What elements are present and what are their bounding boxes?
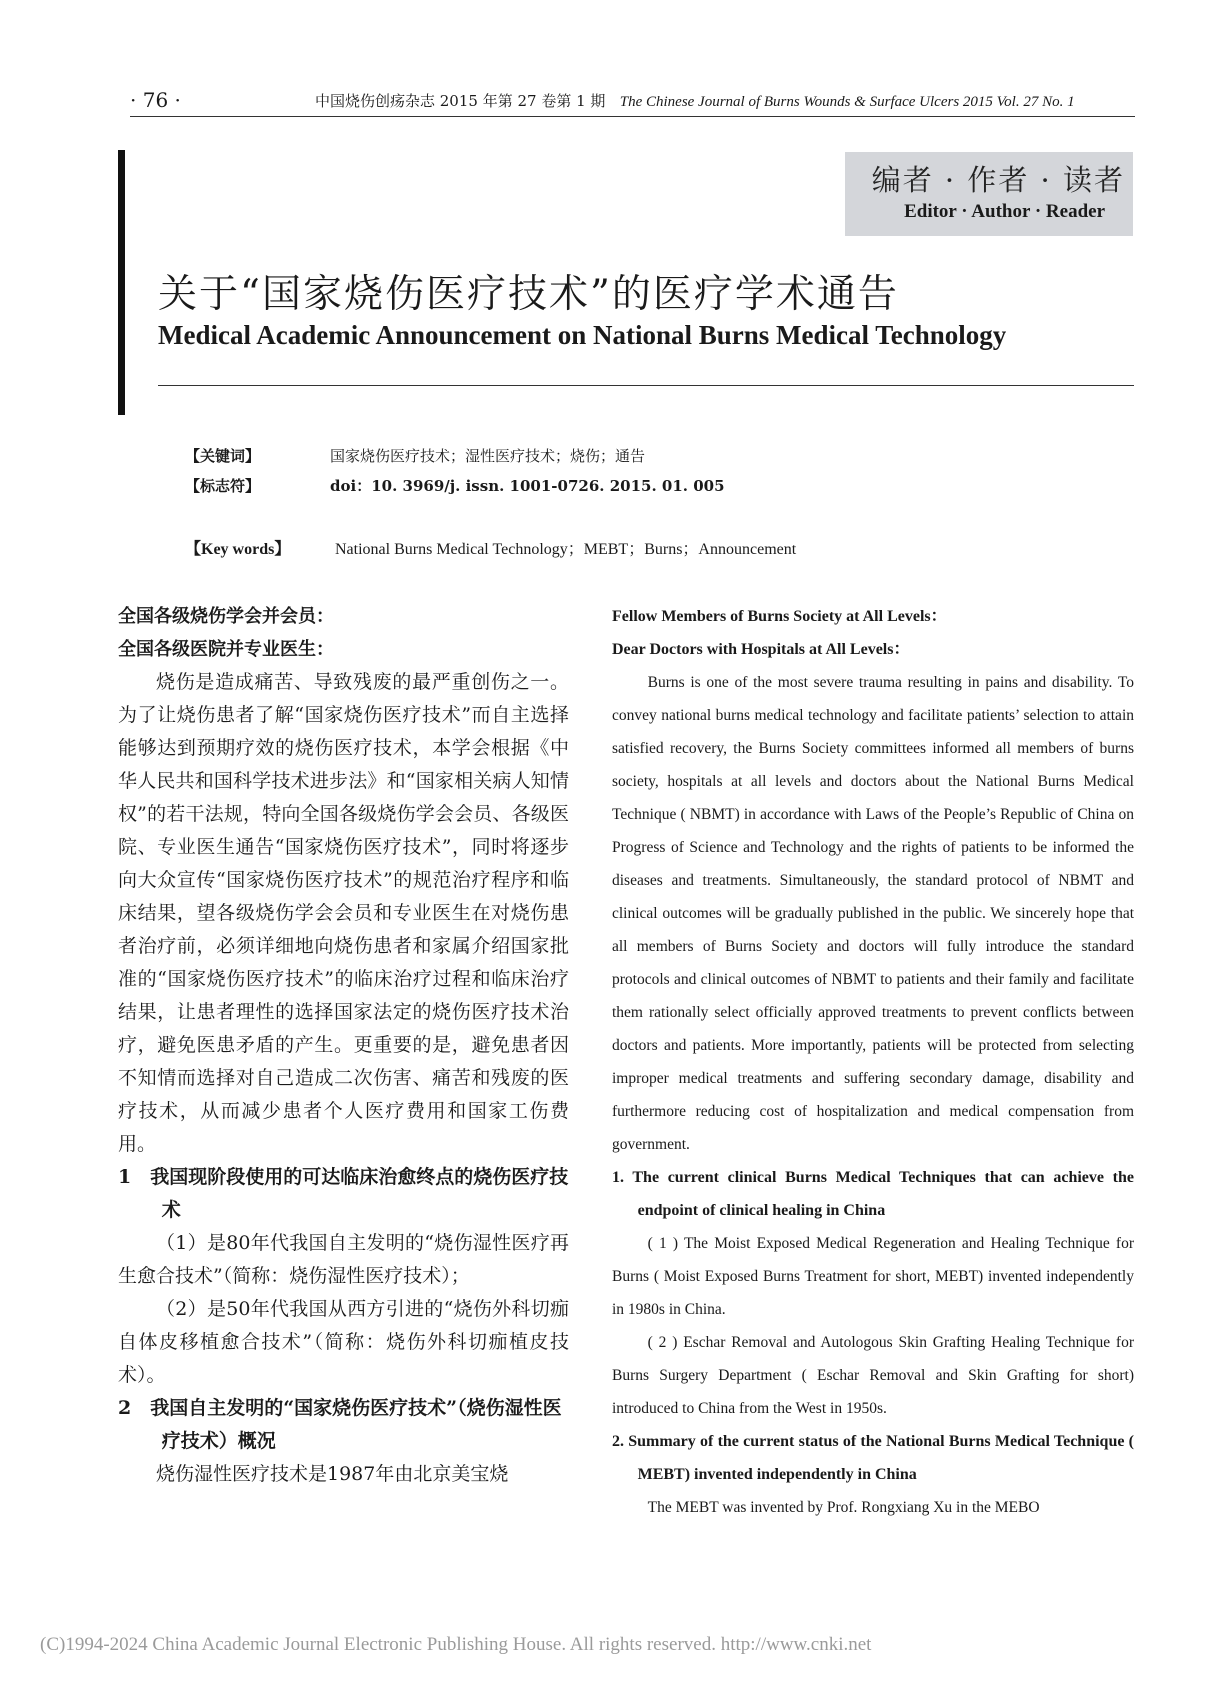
cn-paragraph-1: 烧伤是造成痛苦、导致残废的最严重创伤之一。为了让烧伤患者了解“国家烧伤医疗技术”而自主选择能够达到预期疗效的烧伤医疗技术，本学会根据《中华人民共和国科学技术进步法》和“国家相关病人知情权”的若干法规，特向全国各级烧伤学会会员、各级医院、专业医生通告“国家烧伤医疗技术”，同时将逐步向大众宣传“国家烧伤医疗技术”的规范治疗程序和临床结果，望各级烧伤学会会员和专业医生在对烧伤患者治疗前，必须详细地向烧伤患者和家属介绍国家批准的“国家烧伤医疗技术”的临床治疗过程和临床治疗结果，让患者理性的选择国家法定的烧伤医疗技术治疗，避免医患矛盾的产生。更重要的是，避免患者因不知情而选择对自己造成二次伤害、痛苦和残废的医疗技术，从而减少患者个人医疗费用和国家工伤费用。 — [118, 671, 569, 1155]
section-label-en: Editor · Author · Reader — [904, 201, 1105, 222]
keywords-cn-label: 【关键词】 — [185, 447, 261, 465]
doi-label: 【标志符】 — [185, 477, 261, 495]
journal-title-en: The Chinese Journal of Burns Wounds & Surface Ulcers 2015 Vol. 27 No. 1 — [619, 94, 1075, 110]
doi-value: doi：10. 3969/j. issn. 1001-0726. 2015. 01. 005 — [330, 477, 725, 495]
english-column — [612, 600, 1134, 1524]
running-header — [315, 90, 1135, 111]
copyright-footer: (C)1994-2024 China Academic Journal Electronic Publishing House. All rights reserved. http://www.cnki.net — [40, 1634, 872, 1655]
en-paragraph-1: Burns is one of the most severe trauma resulting in pains and disability. To convey national burns medical technology and facilitate patients’ selection to attain satisfied recovery, the Burns Society committees informed all members of burns society, hospitals at all levels and doctors about the National Burns Medical Technique ( NBMT) in accordance with Laws of the People’s Republic of China on Progress of Science and Technology and the rights of patients to be informed the diseases and treatments. Simultaneously, the standard protocol of NBMT and clinical outcomes will be gradually published in the public. We sincerely hope that all members of Burns Society and doctors will fully introduce the standard protocols and clinical outcomes of NBMT to patients and their family and facilitate them rationally select officially approved treatments to prevent conflicts between doctors and patients. More importantly, patients will be protected from selecting improper medical treatments and suffering secondary damage, disability and furthermore reducing cost of hospitalization and medical compensation from government. — [612, 674, 1134, 1153]
en-heading-1: 1. The current clinical Burns Medical Techniques that can achieve the endpoint of clinical healing in China — [612, 1169, 1134, 1219]
en-item-1: ( 1 ) The Moist Exposed Medical Regeneration and Healing Technique for Burns ( Moist Exposed Burns Treatment for short, MEBT) invented independently in 1980s in China. — [612, 1235, 1134, 1318]
keywords-en-label: 【Key words】 — [185, 541, 291, 558]
en-greeting-1: Fellow Members of Burns Society at All Levels： — [612, 608, 947, 625]
cn-greeting-2: 全国各级医院并专业医生： — [118, 639, 334, 660]
cn-heading-2: 2 我国自主发明的“国家烧伤医疗技术”（烧伤湿性医疗技术）概况 — [118, 1397, 562, 1452]
cn-item-1: （1）是80年代我国自主发明的“烧伤湿性医疗再生愈合技术”（简称：烧伤湿性医疗技术）； — [118, 1232, 569, 1287]
keywords-cn-value: 国家烧伤医疗技术；湿性医疗技术；烧伤；通告 — [330, 447, 646, 465]
page-number: · 76 · — [130, 88, 181, 112]
cn-greeting-1: 全国各级烧伤学会并会员： — [118, 606, 334, 627]
header-rule — [130, 116, 1135, 117]
section-label-cn: 编者 · 作者 · 读者 — [871, 163, 1125, 197]
chinese-column — [118, 600, 569, 1491]
cn-item-2: （2）是50年代我国从西方引进的“烧伤外科切痂自体皮移植愈合技术”（简称：烧伤外科切痂植皮技术）。 — [118, 1298, 569, 1386]
journal-title-cn: 中国烧伤创疡杂志 2015 年第 27 卷第 1 期 — [315, 92, 606, 110]
en-item-2: ( 2 ) Eschar Removal and Autologous Skin Grafting Healing Technique for Burns Surgery Department ( Eschar Removal and Skin Grafting for short) introduced to China from the West in 1950s. — [612, 1334, 1134, 1417]
en-heading-2: 2. Summary of the current status of the National Burns Medical Technique ( MEBT) invented independently in China — [612, 1433, 1134, 1483]
title-rule — [158, 385, 1134, 386]
en-paragraph-2: The MEBT was invented by Prof. Rongxiang Xu in the MEBO — [647, 1499, 1040, 1516]
cn-heading-1: 1 我国现阶段使用的可达临床治愈终点的烧伤医疗技术 — [118, 1166, 569, 1221]
keywords-en — [185, 536, 796, 559]
cn-paragraph-2: 烧伤湿性医疗技术是1987年由北京美宝烧 — [156, 1463, 509, 1485]
doi-line — [185, 475, 725, 496]
keywords-cn — [185, 445, 645, 466]
article-title-en: Medical Academic Announcement on National Burns Medical Technology — [158, 320, 1007, 350]
title-side-bar — [118, 150, 125, 415]
en-greeting-2: Dear Doctors with Hospitals at All Levels： — [612, 641, 910, 658]
article-title-cn: 关于“国家烧伤医疗技术”的医疗学术通告 — [158, 272, 899, 317]
keywords-en-value: National Burns Medical Technology；MEBT；Burns；Announcement — [335, 541, 797, 558]
